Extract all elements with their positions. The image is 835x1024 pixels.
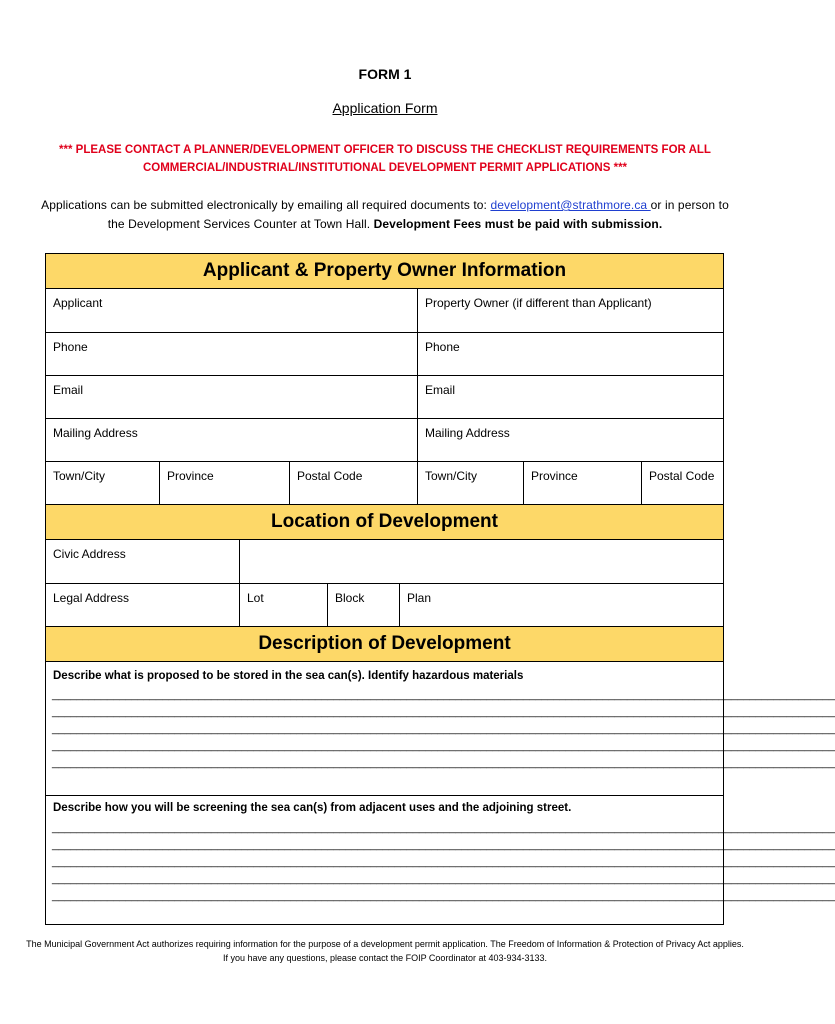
civic-address-label-cell [46,540,240,584]
foip-contact: If you have any questions, please contact the FOIP Coordinator at 403-934-3133. [222,953,548,963]
owner-postal-label: Postal Code [649,469,715,483]
owner-town-label: Town/City [425,469,478,483]
plan-label: Plan [407,591,432,605]
email-link[interactable]: development@strathmore.ca [490,198,651,212]
applicant-field[interactable] [46,289,418,333]
answer-line: ________________________________________________________________________________________________________________________________ [52,689,835,701]
owner-postal-field[interactable] [642,462,723,505]
owner-mailing-label: Mailing Address [425,426,510,440]
location-section-heading: Location of Development [46,505,723,540]
block-label: Block [335,591,365,605]
intro-text-before: Applications can be submitted electronically by emailing all required documents to: [41,198,491,212]
intro-paragraph [40,196,730,234]
screening-question: Describe how you will be screening the sea can(s) from adjacent uses and the adjoining street. [53,802,572,814]
owner-phone-field[interactable] [418,333,723,376]
applicant-town-label: Town/City [53,469,106,483]
block-field[interactable] [328,584,400,627]
owner-email-field[interactable] [418,376,723,419]
applicant-email-label: Email [53,383,84,397]
applicant-section-heading: Applicant & Property Owner Information [46,254,723,289]
owner-province-label: Province [531,469,578,483]
applicant-email-field[interactable] [46,376,418,419]
applicant-mailing-label: Mailing Address [53,426,138,440]
form-title: Application Form [332,100,438,116]
answer-line: ________________________________________________________________________________________________________________________________ [52,757,835,769]
answer-line: ________________________________________________________________________________________________________________________________ [52,873,835,885]
answer-line: ________________________________________________________________________________________________________________________________ [52,890,835,902]
intro-text-after: or in person to the Development Services Counter at Town Hall. [107,198,729,231]
owner-label: Property Owner (if different than Applicant) [425,296,652,310]
civic-address-field[interactable] [240,540,723,584]
applicant-postal-label: Postal Code [297,469,363,483]
stored-materials-question: Describe what is proposed to be stored in the sea can(s). Identify hazardous materials [53,670,524,682]
answer-line: ________________________________________________________________________________________________________________________________ [52,706,835,718]
applicant-town-field[interactable] [46,462,160,505]
owner-province-field[interactable] [524,462,642,505]
owner-mailing-field[interactable] [418,419,723,462]
applicant-postal-field[interactable] [290,462,418,505]
footer-notice [20,937,750,965]
application-form [45,253,835,925]
lot-field[interactable] [240,584,328,627]
applicant-phone-label: Phone [53,340,88,354]
applicant-mailing-field[interactable] [46,419,418,462]
applicant-phone-field[interactable] [46,333,418,376]
fees-note: Development Fees must be paid with submission. [373,217,663,231]
description-section-heading: Description of Development [46,627,723,662]
answer-line: ________________________________________________________________________________________________________________________________ [52,839,835,851]
answer-line: ________________________________________________________________________________________________________________________________ [52,740,835,752]
applicant-label: Applicant [53,296,103,310]
legal-address-label-cell [46,584,240,627]
answer-line: ________________________________________________________________________________________________________________________________ [52,856,835,868]
applicant-province-label: Province [167,469,214,483]
answer-line: ________________________________________________________________________________________________________________________________ [52,723,835,735]
form-number: FORM 1 [358,66,412,82]
applicant-province-field[interactable] [160,462,290,505]
owner-field[interactable] [418,289,723,333]
owner-phone-label: Phone [425,340,460,354]
warning-notice: *** PLEASE CONTACT A PLANNER/DEVELOPMENT OFFICER TO DISCUSS THE CHECKLIST REQUIREMENTS FOR ALL COMMERCIAL/INDUSTRIAL/INSTITUTIONAL DEVELOPMENT PERMIT APPLICATIONS *** [59,144,711,174]
legal-address-label: Legal Address [53,591,130,605]
lot-label: Lot [247,591,264,605]
foip-statement: The Municipal Government Act authorizes requiring information for the purpose of a development permit application. The Freedom of Information & Protection of Privacy Act applies. [26,939,744,949]
owner-email-label: Email [425,383,456,397]
plan-field[interactable] [400,584,723,627]
answer-line: ________________________________________________________________________________________________________________________________ [52,822,835,834]
civic-address-label: Civic Address [53,547,126,561]
stored-materials-answer-lines[interactable] [52,687,835,772]
screening-answer-lines[interactable] [52,820,835,905]
owner-town-field[interactable] [418,462,524,505]
